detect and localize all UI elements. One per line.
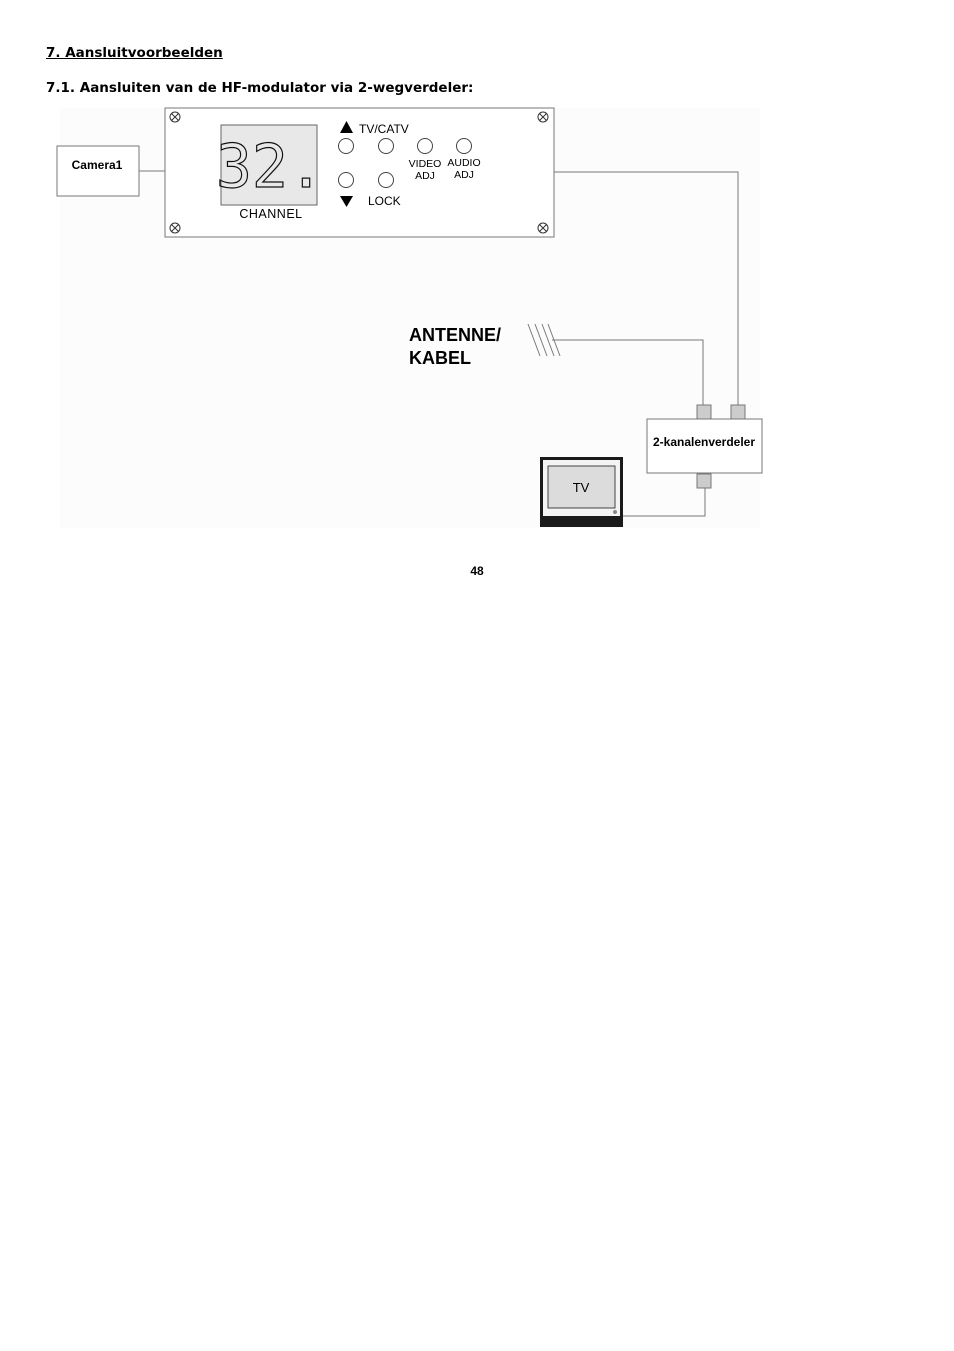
lock-button[interactable] (379, 173, 394, 188)
splitter-input-connector (697, 405, 711, 419)
tv-icon (540, 457, 623, 527)
audio-adj-label-line2: ADJ (454, 169, 474, 181)
channel-up-button[interactable] (339, 139, 354, 154)
splitter-input-connector (731, 405, 745, 419)
camera-box (57, 146, 139, 196)
camera-label: Camera1 (71, 158, 123, 172)
screw-icon (170, 223, 180, 233)
channel-digits: 32. (215, 132, 325, 202)
splitter-label: 2-kanalenverdeler (652, 435, 756, 449)
splitter-output-connector (697, 474, 711, 488)
connection-diagram (0, 0, 954, 600)
channel-down-button[interactable] (339, 173, 354, 188)
page-number: 48 (470, 564, 484, 578)
tv-catv-button[interactable] (379, 139, 394, 154)
screw-icon (538, 223, 548, 233)
screw-icon (538, 112, 548, 122)
tv-catv-label: TV/CATV (359, 122, 409, 136)
audio-adj-button[interactable] (457, 139, 472, 154)
video-adj-label-line1: VIDEO (408, 158, 442, 170)
screw-icon (170, 112, 180, 122)
channel-label: CHANNEL (239, 207, 303, 221)
video-adj-button[interactable] (418, 139, 433, 154)
section-title: 7. Aansluitvoorbeelden (46, 45, 223, 61)
hf-modulator (165, 108, 554, 237)
tv-label: TV (572, 480, 590, 495)
antenna-label-line2: KABEL (409, 348, 471, 368)
lock-label: LOCK (368, 194, 401, 208)
video-adj-label-line2: ADJ (415, 170, 435, 182)
section-subtitle: 7.1. Aansluiten van de HF-modulator via 2-wegverdeler: (46, 80, 474, 96)
audio-adj-label-line1: AUDIO (447, 157, 481, 169)
antenna-label-line1: ANTENNE/ (409, 325, 502, 345)
